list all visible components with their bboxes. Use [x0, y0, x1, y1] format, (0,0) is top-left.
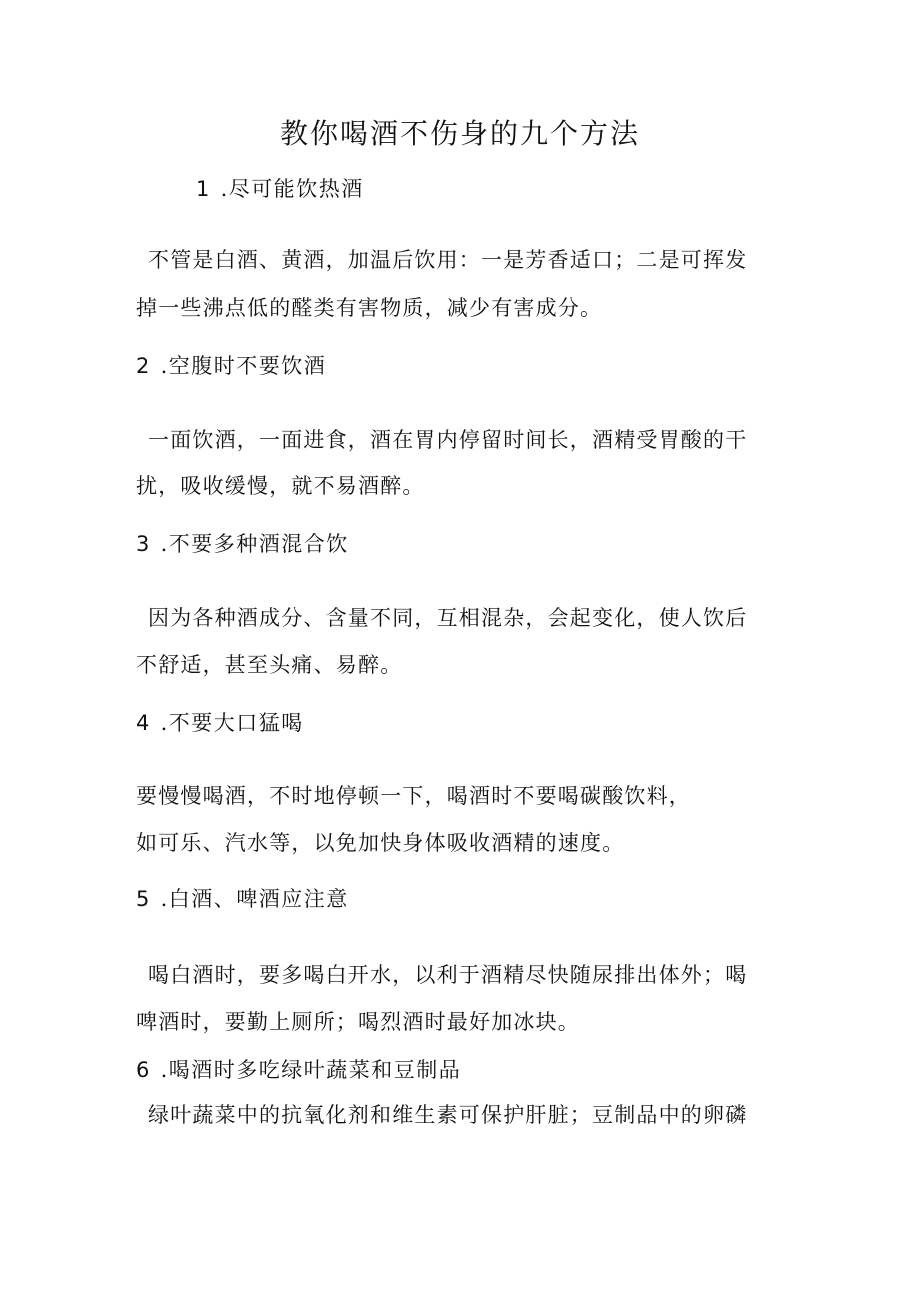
section-heading-text: .尽可能饮热酒 [220, 177, 364, 201]
section-number: 6 [136, 1058, 151, 1082]
paragraph-line: 喝白酒时，要多喝白开水，以利于酒精尽快随尿排出体外；喝 [148, 963, 748, 987]
section-heading-4 [136, 708, 304, 738]
paragraph-line: 因为各种酒成分、含量不同，互相混杂，会起变化，使人饮后 [148, 606, 748, 630]
section-number: 2 [136, 354, 151, 378]
section-heading-text: .白酒、啤酒应注意 [160, 887, 349, 911]
section-number: 4 [136, 711, 151, 735]
section-heading-6 [136, 1055, 461, 1085]
section-number: 3 [136, 532, 151, 556]
paragraph-line: 掉一些沸点低的醛类有害物质，减少有害成分。 [136, 296, 603, 320]
section-heading-3 [136, 529, 349, 559]
section-heading-1 [196, 174, 364, 204]
section-heading-5 [136, 884, 349, 914]
section-number: 5 [136, 887, 151, 911]
paragraph-line: 不舒适，甚至头痛、易醉。 [136, 653, 403, 677]
paragraph-line: 一面饮酒，一面进食，酒在胃内停留时间长，酒精受胃酸的干 [148, 428, 748, 452]
section-heading-2 [136, 351, 326, 381]
paragraph-line: 啤酒时，要勤上厕所；喝烈酒时最好加冰块。 [136, 1010, 580, 1034]
section-number: 1 [196, 177, 211, 201]
section-heading-text: .不要大口猛喝 [160, 711, 304, 735]
paragraph-line: 扰，吸收缓慢，就不易酒醉。 [136, 474, 425, 498]
paragraph-line: 绿叶蔬菜中的抗氧化剂和维生素可保护肝脏；豆制品中的卵磷 [148, 1103, 748, 1127]
section-heading-text: .不要多种酒混合饮 [160, 532, 349, 556]
paragraph-line: 不管是白酒、黄酒，加温后饮用：一是芳香适口；二是可挥发 [148, 248, 748, 272]
paragraph-line: 如可乐、汽水等，以免加快身体吸收酒精的速度。 [136, 831, 625, 855]
document-title: 教你喝酒不伤身的九个方法 [279, 117, 640, 150]
section-heading-text: .空腹时不要饮酒 [160, 354, 327, 378]
section-heading-text: .喝酒时多吃绿叶蔬菜和豆制品 [160, 1058, 462, 1082]
paragraph-line: 要慢慢喝酒，不时地停顿一下，喝酒时不要喝碳酸饮料， [136, 784, 691, 808]
